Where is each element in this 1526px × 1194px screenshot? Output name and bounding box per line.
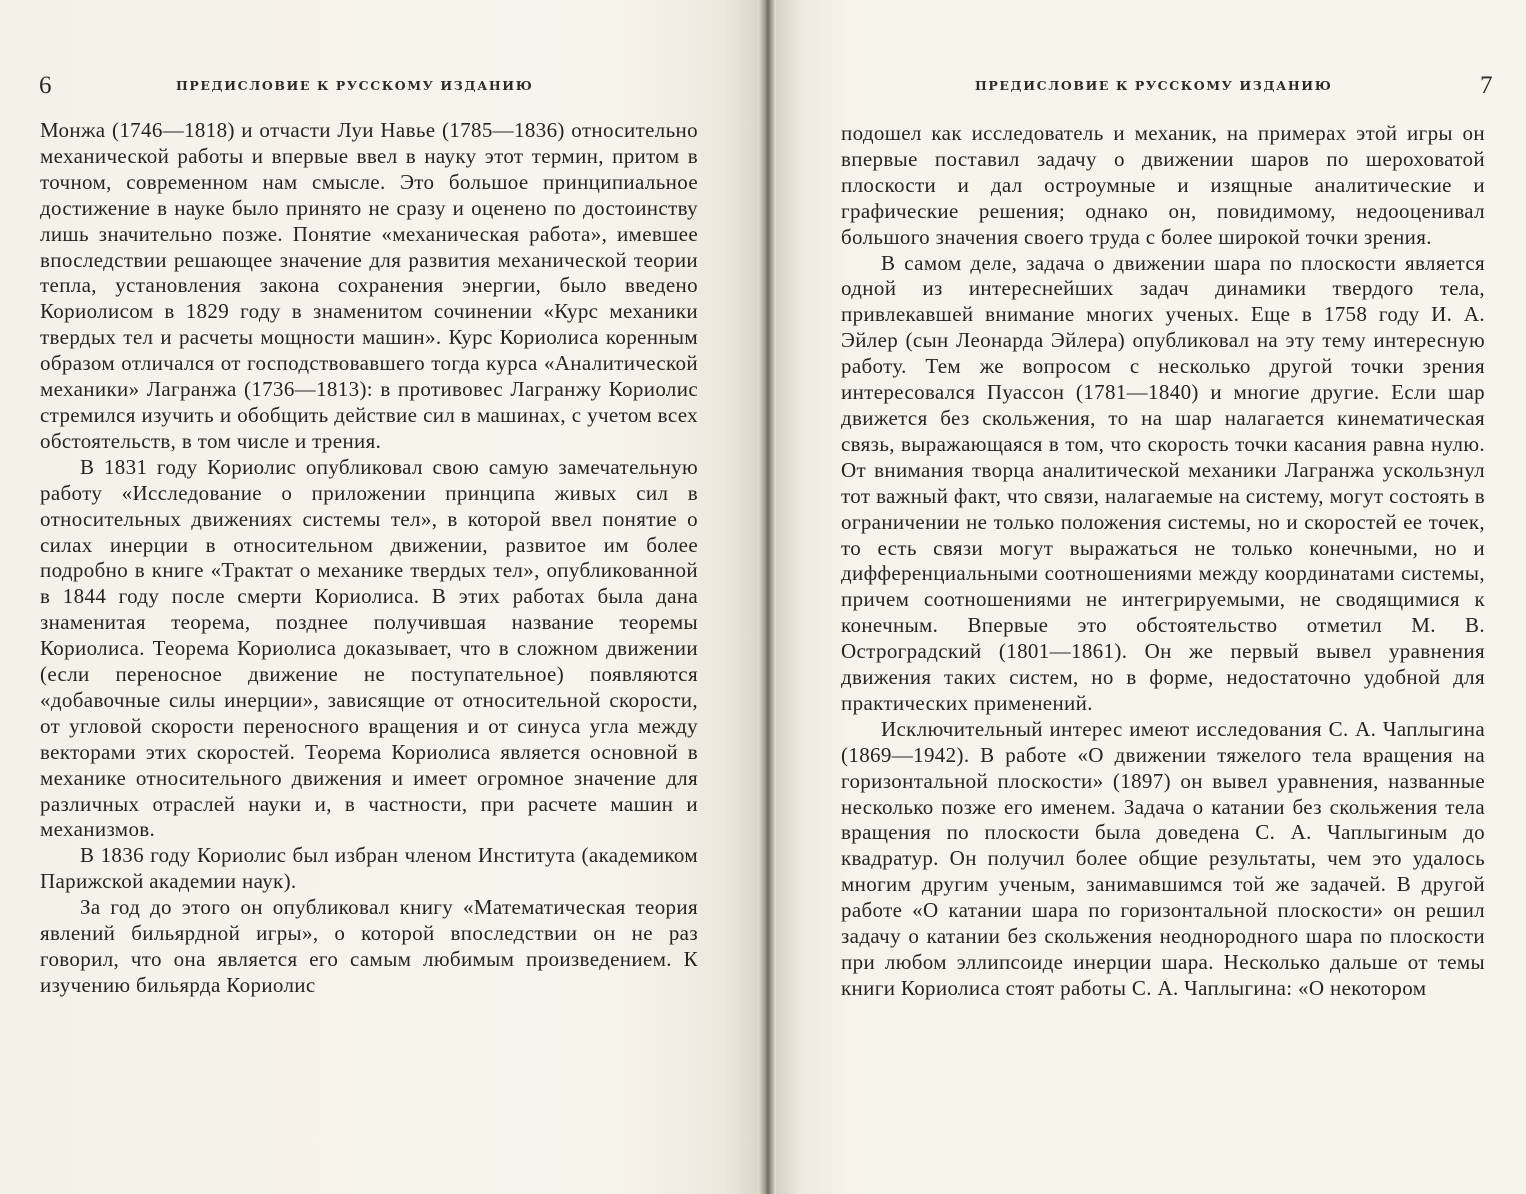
left-running-head: ПРЕДИСЛОВИЕ К РУССКОМУ ИЗДАНИЮ xyxy=(176,78,534,93)
right-paragraph-3: Исключительный интерес имеют исследования С. А. Чаплыгина (1869—1942). В работе «О движении тяжелого тела вращения на горизонтальной плоскости» (1897) он вывел уравнения, названные несколько позже его именем. Задача о катании без скольжения тела вращения по плоскости была доведена С. А. Чаплыгиным до квадратур. Он получил более общие результаты, чем это удалось многим другим ученым, занимавшимся той же задачей. В другой работе «О катании шара по горизонтальной плоскости» он решил задачу о катании без скольжения неоднородного шара по плоскости при любом эллипсоиде инерции шара. Несколько дальше от темы книги Кориолиса стоят работы С. А. Чаплыгина: «О некотором xyxy=(841,716,1485,1000)
left-page-text xyxy=(40,118,698,999)
right-page-number: 7 xyxy=(1480,72,1493,99)
left-paragraph-1: Монжа (1746—1818) и отчасти Луи Навье (1785—1836) относительно механической работы и впервые ввел в науку этот термин, притом в точном, современном нам смысле. Это большое принципиальное достижение в науке было принято не сразу и оценено по достоинству лишь значительно позже. Понятие «механическая работа», имевшее впоследствии решающее значение для развития механической теории тепла, установления закона сохранения энергии, было введено Кориолисом в 1829 году в знаменитом сочинении «Курс механики твердых тел и расчеты мощности машин». Курс Кориолиса коренным образом отличался от господствовавшего тогда курса «Аналитической механики» Лагранжа (1736—1813): в противовес Лагранжу Кориолис стремился изучить и обобщить действие сил в машинах, с учетом всех обстоятельств, в том числе и трения. xyxy=(40,118,698,453)
left-paragraph-4: За год до этого он опубликовал книгу «Математическая теория явлений бильярдной игры», о которой впоследствии он не раз говорил, что она является его самым любимым произведением. К изучению бильярда Кориолис xyxy=(40,895,698,997)
left-page-number: 6 xyxy=(39,72,52,99)
right-page-text xyxy=(841,121,1485,1002)
left-paragraph-2: В 1831 году Кориолис опубликовал свою самую замечательную работу «Исследование о приложении принципа живых сил в относительных движениях системы тел», в которой ввел понятие о силах инерции в относительном движении, развитое им более подробно в книге «Трактат о механике твердых тел», опубликованной в 1844 году после смерти Кориолиса. В этих работах была дана знаменитая теорема, позднее получившая название теоремы Кориолиса. Теорема Кориолиса доказывает, что в сложном движении (если переносное движение не поступательное) появляются «добавочные силы инерции», зависящие от относительной скорости, от угловой скорости переносного вращения и от синуса угла между векторами этих скоростей. Теорема Кориолиса является основной в механике относительного движения и имеет огромное значение для различных отраслей науки и, в частности, при расчете машин и механизмов. xyxy=(40,454,698,842)
right-page xyxy=(763,0,1526,1194)
right-running-head: ПРЕДИСЛОВИЕ К РУССКОМУ ИЗДАНИЮ xyxy=(975,78,1333,93)
right-paragraph-2: В самом деле, задача о движении шара по плоскости является одной из интереснейших задач динамики твердого тела, привлекавшей внимание многих ученых. Еще в 1758 году И. А. Эйлер (сын Леонарда Эйлера) опубликовал на эту тему интересную работу. Тем же вопросом с несколько другой точки зрения интересовался Пуассон (1781—1840) и многие другие. Если шар движется без скольжения, то на шар налагается кинематическая связь, выражающаяся в том, что скорость точки касания равна нулю. От внимания творца аналитической механики Лагранжа ускользнул тот важный факт, что связи, налагаемые на систему, могут состоять в ограничении не только положения системы, но и скоростей ее точек, то есть связи могут выражаться не только конечными, но и дифференциальными соотношениями между координатами системы, причем соотношениями не интегрируемыми, не сводящимися к конечным. Впервые это обстоятельство отметил М. В. Остроградский (1801—1861). Он же первый вывел уравнения движения таких систем, но в форме, недостаточно удобной для практических применений. xyxy=(841,250,1485,715)
book-gutter xyxy=(758,0,776,1194)
left-paragraph-3: В 1836 году Кориолис был избран членом Института (академиком Парижской академии наук). xyxy=(40,843,698,894)
right-paragraph-1: подошел как исследователь и механик, на примерах этой игры он впервые поставил задачу о движении шаров по шероховатой плоскости и дал остроумные и изящные аналитические и графические решения; однако он, повидимому, недооценивал большого значения своего труда с более широкой точки зрения. xyxy=(841,121,1485,249)
